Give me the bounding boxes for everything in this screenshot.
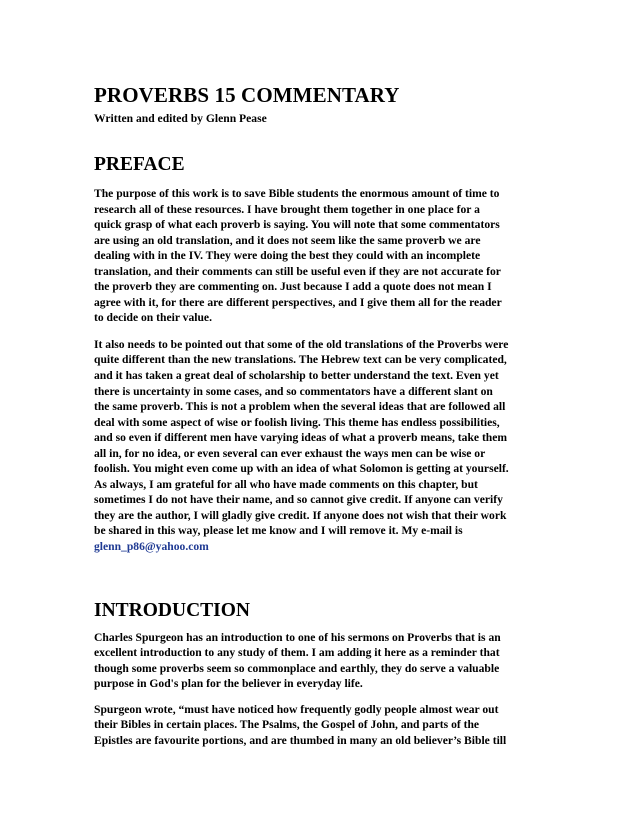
text-line: sometimes I do not have their name, and so cannot give credit. If anyone can verify bbox=[94, 493, 503, 507]
text-line: dealing with in the IV. They were doing the best they could with an incomplete bbox=[94, 249, 481, 263]
text-line: Charles Spurgeon has an introduction to one of his sermons on Proverbs that is an bbox=[94, 630, 501, 644]
text-line: research all of these resources. I have brought them together in one place for a bbox=[94, 202, 480, 216]
text-line: The purpose of this work is to save Bible students the enormous amount of time to bbox=[94, 187, 500, 200]
text-line: there is uncertainty in some cases, and so commentators have a different slant on bbox=[94, 384, 493, 398]
text-line: excellent introduction to any study of them. I am adding it here as a reminder that bbox=[94, 646, 500, 660]
text-line: Epistles are favourite portions, and are thumbed in many an old believer’s Bible till bbox=[94, 733, 507, 747]
text-line: be shared in this way, please let me know and I will remove it. My e-mail is bbox=[94, 524, 463, 538]
text-line: Spurgeon wrote, “must have noticed how frequently godly people almost wear out bbox=[94, 702, 499, 716]
text-line: agree with it, for there are different perspectives, and I give them all for the reader bbox=[94, 295, 502, 309]
document-byline: Written and edited by Glenn Pease bbox=[94, 112, 267, 125]
text-line: their Bibles in certain places. The Psalms, the Gospel of John, and parts of the bbox=[94, 718, 480, 732]
preface-heading: PREFACE bbox=[94, 154, 185, 175]
preface-paragraph-1 bbox=[94, 186, 546, 326]
text-line: and so even if different men have varying ideas of what a proverb means, take them bbox=[94, 431, 508, 445]
text-line: As always, I am grateful for all who have made comments on this chapter, but bbox=[94, 477, 478, 491]
text-line: deal with some aspect of wise or foolish living. This theme has endless possibilities, bbox=[94, 415, 500, 429]
preface-paragraph-2 bbox=[94, 337, 546, 555]
introduction-paragraph-1 bbox=[94, 630, 546, 692]
text-line: purpose in God's plan for the believer in everyday life. bbox=[94, 677, 363, 691]
text-line: quite different than the new translations. The Hebrew text can be very complicated, bbox=[94, 353, 507, 367]
text-line: foolish. You might even come up with an idea of what Solomon is getting at yourself. bbox=[94, 462, 509, 476]
text-line: to decide on their value. bbox=[94, 311, 212, 325]
text-line: are using an old translation, and it does not seem like the same proverb we are bbox=[94, 233, 481, 247]
text-line: they are the author, I will gladly give credit. If anyone does not wish that their work bbox=[94, 508, 507, 522]
introduction-paragraph-2 bbox=[94, 702, 546, 749]
text-line: translation, and their comments can still be useful even if they are not accurate for bbox=[94, 264, 501, 278]
text-line: the same proverb. This is not a problem when the several ideas that are followed all bbox=[94, 400, 506, 414]
email-link[interactable]: glenn_p86@yahoo.com bbox=[94, 540, 209, 554]
introduction-heading: INTRODUCTION bbox=[94, 599, 251, 621]
text-line: though some proverbs seem so commonplace and earthly, they do serve a valuable bbox=[94, 661, 500, 675]
text-line: quick grasp of what each proverb is saying. You will note that some commentators bbox=[94, 218, 500, 232]
document-page bbox=[94, 82, 546, 748]
document-title: PROVERBS 15 COMMENTARY bbox=[94, 83, 400, 107]
text-line: the proverb they are commenting on. Just because I add a quote does not mean I bbox=[94, 280, 492, 294]
text-line: and it has taken a great deal of scholarship to better understand the text. Even yet bbox=[94, 369, 499, 383]
text-line: all in, for no idea, or even several can ever exhaust the ways men can be wise or bbox=[94, 446, 486, 460]
text-line: It also needs to be pointed out that some of the old translations of the Proverbs were bbox=[94, 337, 509, 351]
